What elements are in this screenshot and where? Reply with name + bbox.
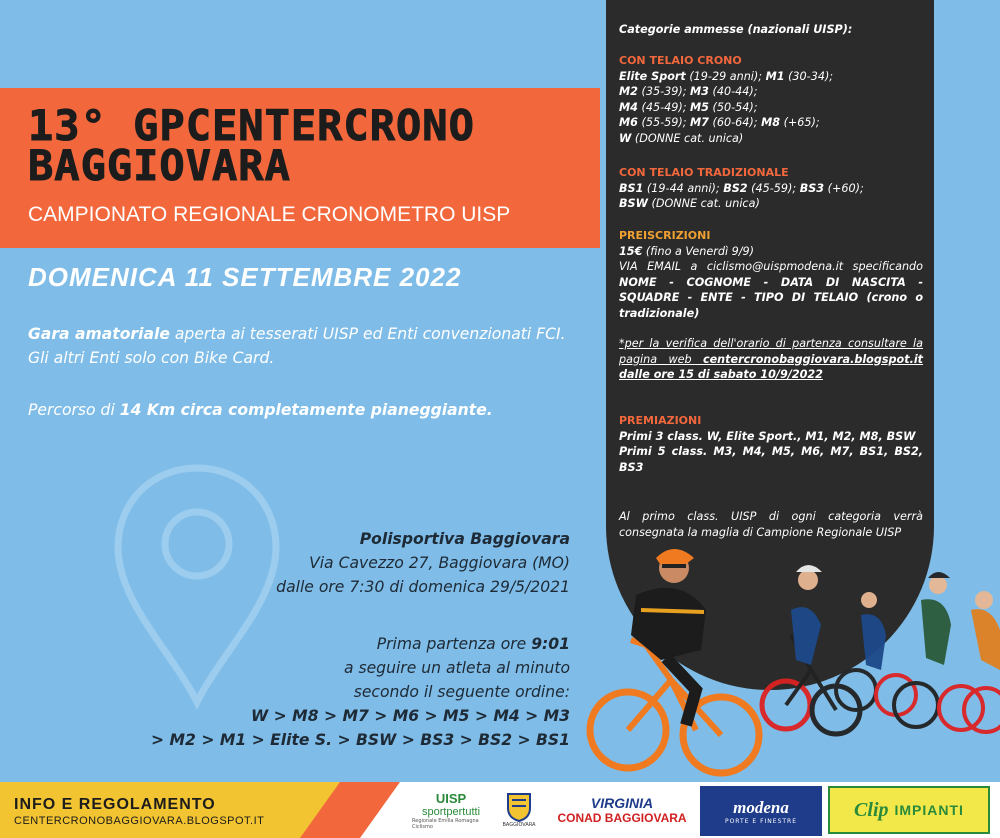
start-first-pre: Prima partenza ore xyxy=(376,635,532,653)
modena-logo xyxy=(700,786,822,836)
modena-text: modena xyxy=(733,797,789,817)
start-line-3: secondo il seguente ordine: xyxy=(353,683,570,701)
cat-bsw-desc: (DONNE cat. unica) xyxy=(647,197,760,210)
awards-note: Al primo class. UISP di ogni categoria verrà consegnata la maglia di Campione Regionale UISP xyxy=(619,510,923,539)
uisp-logo-name: UISP xyxy=(435,790,467,806)
trad-line xyxy=(619,196,923,212)
crest-label: BAGGIOVARA xyxy=(502,822,536,828)
crono-section xyxy=(619,53,923,146)
modena-sub: PORTE E FINESTRE xyxy=(724,817,798,825)
baggiovara-crest-logo xyxy=(496,786,542,834)
registration-title: PREISCRIZIONI xyxy=(619,229,711,242)
cat-m7-age: (60-64); xyxy=(708,116,762,129)
registration-details xyxy=(619,259,923,321)
trad-section xyxy=(619,165,923,212)
start-line-2: a seguire un atleta al minuto xyxy=(343,659,570,677)
start-first xyxy=(151,632,570,656)
route-bold: 14 Km circa completamente pianeggiante. xyxy=(119,401,493,419)
conad-text xyxy=(557,811,686,825)
start-time-note xyxy=(619,336,923,383)
cat-bs1: BS1 xyxy=(619,181,644,195)
info-url[interactable]: CENTERCRONOBAGGIOVARA.BLOGSPOT.IT xyxy=(14,815,265,827)
awards-line-2 xyxy=(619,444,923,475)
cyclists-illustration xyxy=(586,540,1000,782)
info-title: INFO E REGOLAMENTO xyxy=(14,796,216,813)
clip-text: Clip xyxy=(854,798,889,821)
cat-m6: M6 xyxy=(619,116,638,129)
route-pre: Percorso di xyxy=(28,401,120,419)
event-date: DOMENICA 11 SETTEMBRE 2022 xyxy=(28,262,462,292)
crono-line xyxy=(619,84,923,100)
registration-email: VIA EMAIL a ciclismo@uispmodena.it specificando xyxy=(619,260,923,273)
cat-bs3: BS3 xyxy=(799,181,825,195)
cat-bs2-age: (45-59); xyxy=(747,181,800,195)
awards-section xyxy=(619,413,923,475)
panel-heading-text: Categorie ammesse (nazionali UISP): xyxy=(619,23,853,36)
awards-line-1-text: Primi 3 class. W, Elite Sport., M1, M2, M8, BSW xyxy=(619,429,916,443)
panel-heading xyxy=(619,22,923,38)
fee-amount: 15€ xyxy=(619,244,643,258)
cat-m7: M7 xyxy=(690,116,709,129)
clip-impianti-logo xyxy=(828,786,990,834)
registration-section xyxy=(619,228,923,321)
start-order-2-text: > M2 > M1 > Elite S. > BSW > BS3 > BS2 > BS1 xyxy=(151,731,570,749)
start-order-1-text: W > M8 > M7 > M6 > M5 > M4 > M3 xyxy=(251,707,570,725)
virginia-text: VIRGINIA xyxy=(590,795,654,811)
venue-block xyxy=(276,527,570,599)
cat-m3: M3 xyxy=(690,85,709,98)
cat-m4-age: (45-49); xyxy=(637,100,691,114)
route-text xyxy=(28,398,568,422)
registration-fields: NOME - COGNOME - DATA DI NASCITA - SQUADRE - ENTE - TIPO DI TELAIO (crono o tradizionale) xyxy=(619,275,923,320)
start-order-1 xyxy=(151,704,570,728)
uisp-logo-tagline: sportpertutti xyxy=(421,805,481,818)
cat-m8: M8 xyxy=(761,116,781,129)
rider-group-back xyxy=(762,565,1000,734)
venue-address: Via Cavezzo 27, Baggiovara (MO) xyxy=(309,554,570,572)
venue-name: Polisportiva Baggiovara xyxy=(359,530,570,548)
venue-time: dalle ore 7:30 di domenica 29/5/2021 xyxy=(276,578,570,596)
cat-w: W xyxy=(619,131,632,145)
rider-front xyxy=(590,549,759,773)
virginia-conad-logo xyxy=(552,786,692,834)
awards-line-2-text: Primi 5 class. M3, M4, M5, M6, M7, BS1, BS2, BS3 xyxy=(619,445,923,474)
cat-m1: M1 xyxy=(765,69,785,83)
cat-bs2: BS2 xyxy=(723,181,748,195)
conad-name: CONAD xyxy=(557,811,602,825)
event-title xyxy=(28,101,475,190)
note-text: *per la verifica dell'orario di partenza consultare la pagina web xyxy=(619,337,923,366)
start-block xyxy=(151,632,570,752)
crono-line xyxy=(619,115,923,131)
cat-m5: M5 xyxy=(690,100,709,114)
trad-line xyxy=(619,181,923,197)
start-order-2 xyxy=(151,728,570,752)
crono-title: CON TELAIO CRONO xyxy=(619,54,742,67)
crono-line xyxy=(619,100,923,116)
title-line-2: BAGGIOVARA xyxy=(28,141,291,190)
awards-title: PREMIAZIONI xyxy=(619,414,702,427)
cat-elite: Elite Sport xyxy=(619,69,686,83)
awards-line-1 xyxy=(619,429,923,445)
intro-rest: aperta ai tesserati UISP ed Enti convenzionati FCI. Gli altri Enti solo con Bike Card. xyxy=(28,325,566,367)
crono-line xyxy=(619,131,923,147)
cat-w-desc: (DONNE cat. unica) xyxy=(631,131,744,145)
cat-elite-age: (19-29 anni); xyxy=(685,69,766,83)
event-subtitle: CAMPIONATO REGIONALE CRONOMETRO UISP xyxy=(28,203,511,226)
cat-bs3-age: (+60); xyxy=(824,181,864,195)
cat-m4: M4 xyxy=(619,100,638,114)
cat-m6-age: (55-59); xyxy=(637,116,691,129)
cat-bs1-age: (19-44 anni); xyxy=(643,181,724,195)
cat-m8-age: (+65); xyxy=(780,116,820,129)
cat-m5-age: (50-54); xyxy=(708,100,758,114)
intro-bold: Gara amatoriale xyxy=(28,325,170,343)
trad-title: CON TELAIO TRADIZIONALE xyxy=(619,166,789,179)
crono-line xyxy=(619,69,923,85)
start-first-time: 9:01 xyxy=(531,635,570,653)
cat-m1-age: (30-34); xyxy=(784,69,834,83)
cat-m2: M2 xyxy=(619,85,638,98)
intro-text xyxy=(28,322,568,370)
fee-note: (fino a Venerdì 9/9) xyxy=(642,244,754,258)
cat-m3-age: (40-44); xyxy=(708,85,758,98)
cat-m2-age: (35-39); xyxy=(637,85,691,98)
cat-bsw: BSW xyxy=(619,197,648,210)
crest-icon xyxy=(506,792,532,822)
title-line-1: 13° GPCENTERCRONO xyxy=(28,101,475,150)
conad-place: BAGGIOVARA xyxy=(604,811,687,825)
impianti-text: IMPIANTI xyxy=(894,802,964,818)
note-link[interactable]: centercronobaggiovara.blogspot.it dalle ore 15 di sabato 10/9/2022 xyxy=(619,352,923,381)
registration-fee xyxy=(619,244,923,260)
uisp-logo xyxy=(412,786,490,834)
uisp-logo-sub: Regionale Emilia Romagna Ciclismo xyxy=(412,817,479,830)
